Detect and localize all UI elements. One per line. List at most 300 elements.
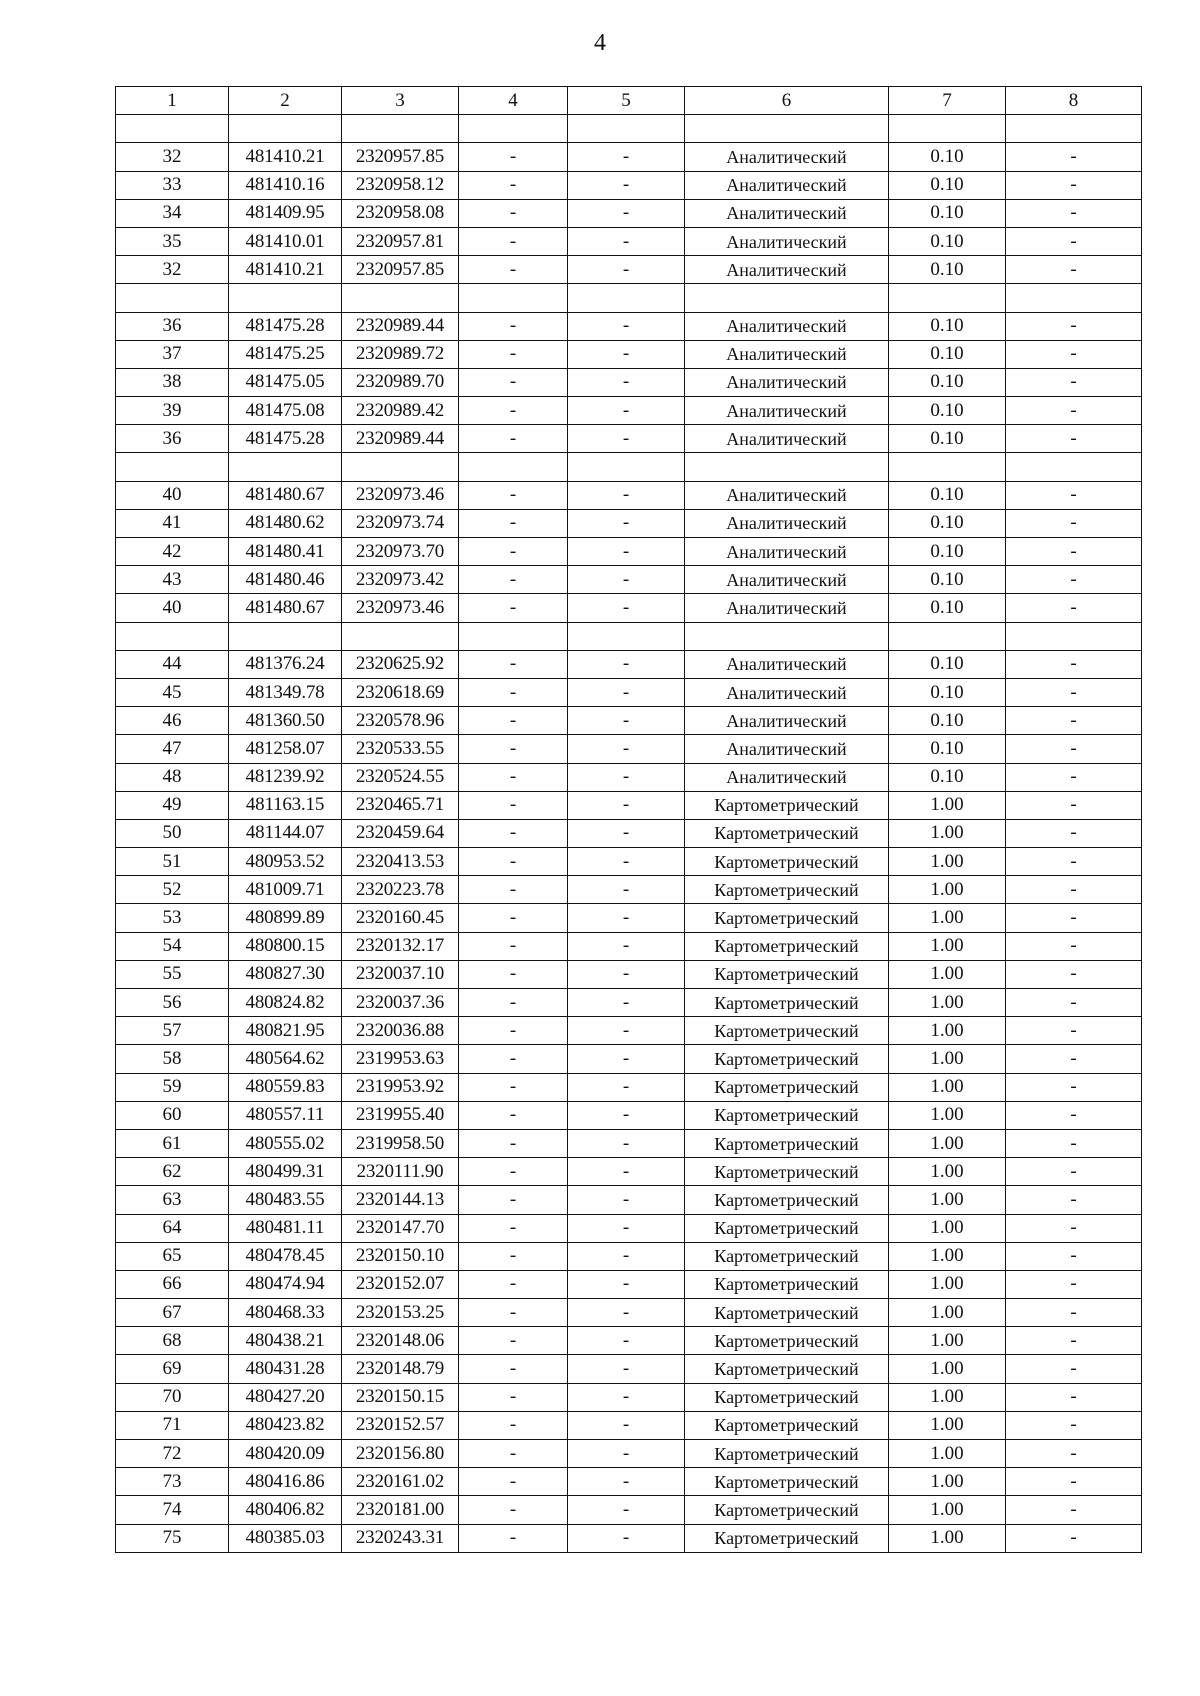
header-cell: 4 bbox=[459, 87, 568, 115]
col5-cell: - bbox=[568, 1101, 685, 1129]
col8-cell: - bbox=[1006, 566, 1142, 594]
x-coordinate-cell: 480824.82 bbox=[229, 989, 342, 1017]
accuracy-cell: 1.00 bbox=[889, 1186, 1006, 1214]
y-coordinate-cell: 2320989.72 bbox=[342, 340, 459, 368]
table-row bbox=[116, 1214, 1142, 1242]
method-cell: Аналитический bbox=[685, 368, 889, 396]
accuracy-cell: 1.00 bbox=[889, 904, 1006, 932]
col5-cell: - bbox=[568, 1242, 685, 1270]
method-cell: Картометрический bbox=[685, 1045, 889, 1073]
col5-cell: - bbox=[568, 678, 685, 706]
accuracy-cell: 0.10 bbox=[889, 171, 1006, 199]
col4-cell: - bbox=[459, 1468, 568, 1496]
x-coordinate-cell: 480423.82 bbox=[229, 1411, 342, 1439]
col8-cell: - bbox=[1006, 791, 1142, 819]
col8-cell: - bbox=[1006, 481, 1142, 509]
method-cell: Картометрический bbox=[685, 1299, 889, 1327]
x-coordinate-cell: 480416.86 bbox=[229, 1468, 342, 1496]
table-row bbox=[116, 1186, 1142, 1214]
header-row bbox=[116, 87, 1142, 115]
y-coordinate-cell: 2320132.17 bbox=[342, 932, 459, 960]
col4-cell: - bbox=[459, 1129, 568, 1157]
method-cell: Картометрический bbox=[685, 960, 889, 988]
col5-cell: - bbox=[568, 763, 685, 791]
point-number-cell: 74 bbox=[116, 1496, 229, 1524]
accuracy-cell: 1.00 bbox=[889, 1270, 1006, 1298]
table-row bbox=[116, 1101, 1142, 1129]
point-number-cell: 73 bbox=[116, 1468, 229, 1496]
table-row bbox=[116, 312, 1142, 340]
point-number-cell: 57 bbox=[116, 1017, 229, 1045]
col8-cell: - bbox=[1006, 594, 1142, 622]
y-coordinate-cell: 2320111.90 bbox=[342, 1158, 459, 1186]
col4-cell: - bbox=[459, 425, 568, 453]
accuracy-cell: 1.00 bbox=[889, 1327, 1006, 1355]
x-coordinate-cell: 481475.05 bbox=[229, 368, 342, 396]
accuracy-cell: 1.00 bbox=[889, 960, 1006, 988]
x-coordinate-cell: 481480.67 bbox=[229, 594, 342, 622]
col5-cell: - bbox=[568, 989, 685, 1017]
point-number-cell: 41 bbox=[116, 509, 229, 537]
y-coordinate-cell: 2320958.08 bbox=[342, 199, 459, 227]
table-row bbox=[116, 650, 1142, 678]
method-cell: Аналитический bbox=[685, 312, 889, 340]
col4-cell: - bbox=[459, 707, 568, 735]
col8-cell: - bbox=[1006, 876, 1142, 904]
x-coordinate-cell: 480800.15 bbox=[229, 932, 342, 960]
point-number-cell: 43 bbox=[116, 566, 229, 594]
method-cell: Картометрический bbox=[685, 1383, 889, 1411]
col5-cell: - bbox=[568, 735, 685, 763]
accuracy-cell: 1.00 bbox=[889, 932, 1006, 960]
col8-cell: - bbox=[1006, 1017, 1142, 1045]
col4-cell: - bbox=[459, 1524, 568, 1552]
point-number-cell: 75 bbox=[116, 1524, 229, 1552]
method-cell: Аналитический bbox=[685, 256, 889, 284]
point-number-cell: 39 bbox=[116, 397, 229, 425]
point-number-cell: 65 bbox=[116, 1242, 229, 1270]
col8-cell: - bbox=[1006, 1214, 1142, 1242]
method-cell: Аналитический bbox=[685, 707, 889, 735]
x-coordinate-cell: 481475.28 bbox=[229, 425, 342, 453]
point-number-cell: 60 bbox=[116, 1101, 229, 1129]
method-cell: Картометрический bbox=[685, 1129, 889, 1157]
col5-cell: - bbox=[568, 171, 685, 199]
method-cell: Аналитический bbox=[685, 735, 889, 763]
col8-cell: - bbox=[1006, 1073, 1142, 1101]
header-cell: 8 bbox=[1006, 87, 1142, 115]
x-coordinate-cell: 481163.15 bbox=[229, 791, 342, 819]
y-coordinate-cell: 2320989.70 bbox=[342, 368, 459, 396]
col4-cell: - bbox=[459, 1186, 568, 1214]
x-coordinate-cell bbox=[229, 453, 342, 481]
table-row bbox=[116, 622, 1142, 650]
col4-cell: - bbox=[459, 650, 568, 678]
col4-cell: - bbox=[459, 397, 568, 425]
method-cell bbox=[685, 284, 889, 312]
y-coordinate-cell: 2320036.88 bbox=[342, 1017, 459, 1045]
method-cell: Аналитический bbox=[685, 481, 889, 509]
x-coordinate-cell: 481410.21 bbox=[229, 143, 342, 171]
col4-cell: - bbox=[459, 904, 568, 932]
col4-cell: - bbox=[459, 876, 568, 904]
point-number-cell: 59 bbox=[116, 1073, 229, 1101]
col8-cell: - bbox=[1006, 1327, 1142, 1355]
col4-cell: - bbox=[459, 1158, 568, 1186]
col4-cell: - bbox=[459, 312, 568, 340]
table-row bbox=[116, 425, 1142, 453]
x-coordinate-cell: 481480.67 bbox=[229, 481, 342, 509]
col4-cell: - bbox=[459, 1496, 568, 1524]
col4-cell: - bbox=[459, 227, 568, 255]
point-number-cell bbox=[116, 453, 229, 481]
col4-cell bbox=[459, 453, 568, 481]
x-coordinate-cell: 481258.07 bbox=[229, 735, 342, 763]
table-row bbox=[116, 904, 1142, 932]
coordinates-table bbox=[115, 86, 1142, 1553]
point-number-cell: 45 bbox=[116, 678, 229, 706]
y-coordinate-cell: 2320181.00 bbox=[342, 1496, 459, 1524]
point-number-cell: 48 bbox=[116, 763, 229, 791]
col4-cell: - bbox=[459, 594, 568, 622]
point-number-cell: 56 bbox=[116, 989, 229, 1017]
y-coordinate-cell bbox=[342, 115, 459, 143]
y-coordinate-cell: 2320148.79 bbox=[342, 1355, 459, 1383]
col4-cell: - bbox=[459, 1073, 568, 1101]
accuracy-cell: 0.10 bbox=[889, 566, 1006, 594]
col8-cell: - bbox=[1006, 340, 1142, 368]
method-cell: Аналитический bbox=[685, 425, 889, 453]
col4-cell: - bbox=[459, 763, 568, 791]
col8-cell: - bbox=[1006, 650, 1142, 678]
method-cell: Картометрический bbox=[685, 1327, 889, 1355]
y-coordinate-cell: 2320973.74 bbox=[342, 509, 459, 537]
y-coordinate-cell: 2320465.71 bbox=[342, 791, 459, 819]
col8-cell bbox=[1006, 453, 1142, 481]
col8-cell: - bbox=[1006, 904, 1142, 932]
accuracy-cell: 0.10 bbox=[889, 763, 1006, 791]
y-coordinate-cell bbox=[342, 453, 459, 481]
method-cell: Картометрический bbox=[685, 1214, 889, 1242]
table-row bbox=[116, 932, 1142, 960]
accuracy-cell: 0.10 bbox=[889, 397, 1006, 425]
x-coordinate-cell: 481410.01 bbox=[229, 227, 342, 255]
y-coordinate-cell: 2320037.36 bbox=[342, 989, 459, 1017]
col4-cell: - bbox=[459, 1383, 568, 1411]
col8-cell: - bbox=[1006, 1186, 1142, 1214]
method-cell: Картометрический bbox=[685, 1017, 889, 1045]
y-coordinate-cell: 2320973.70 bbox=[342, 538, 459, 566]
point-number-cell: 32 bbox=[116, 256, 229, 284]
col5-cell: - bbox=[568, 650, 685, 678]
col5-cell: - bbox=[568, 594, 685, 622]
method-cell: Картометрический bbox=[685, 1186, 889, 1214]
table-row bbox=[116, 143, 1142, 171]
point-number-cell: 55 bbox=[116, 960, 229, 988]
point-number-cell: 53 bbox=[116, 904, 229, 932]
accuracy-cell: 0.10 bbox=[889, 425, 1006, 453]
col5-cell: - bbox=[568, 143, 685, 171]
method-cell: Картометрический bbox=[685, 1524, 889, 1552]
col4-cell: - bbox=[459, 678, 568, 706]
col8-cell: - bbox=[1006, 848, 1142, 876]
accuracy-cell: 0.10 bbox=[889, 678, 1006, 706]
header-cell: 1 bbox=[116, 87, 229, 115]
col5-cell: - bbox=[568, 1327, 685, 1355]
col8-cell: - bbox=[1006, 932, 1142, 960]
x-coordinate-cell: 480427.20 bbox=[229, 1383, 342, 1411]
col4-cell: - bbox=[459, 791, 568, 819]
point-number-cell: 32 bbox=[116, 143, 229, 171]
col5-cell: - bbox=[568, 1129, 685, 1157]
y-coordinate-cell bbox=[342, 622, 459, 650]
col8-cell: - bbox=[1006, 1440, 1142, 1468]
x-coordinate-cell: 481475.28 bbox=[229, 312, 342, 340]
x-coordinate-cell: 480555.02 bbox=[229, 1129, 342, 1157]
col8-cell: - bbox=[1006, 1383, 1142, 1411]
col5-cell: - bbox=[568, 1355, 685, 1383]
method-cell: Картометрический bbox=[685, 819, 889, 847]
method-cell: Картометрический bbox=[685, 791, 889, 819]
col8-cell: - bbox=[1006, 368, 1142, 396]
point-number-cell bbox=[116, 284, 229, 312]
table-body bbox=[116, 87, 1142, 1553]
table-row bbox=[116, 227, 1142, 255]
accuracy-cell: 0.10 bbox=[889, 509, 1006, 537]
col4-cell: - bbox=[459, 735, 568, 763]
accuracy-cell: 1.00 bbox=[889, 1355, 1006, 1383]
x-coordinate-cell bbox=[229, 115, 342, 143]
accuracy-cell: 0.10 bbox=[889, 481, 1006, 509]
col8-cell: - bbox=[1006, 312, 1142, 340]
col4-cell: - bbox=[459, 960, 568, 988]
col5-cell: - bbox=[568, 960, 685, 988]
point-number-cell: 35 bbox=[116, 227, 229, 255]
col4-cell: - bbox=[459, 848, 568, 876]
method-cell: Картометрический bbox=[685, 876, 889, 904]
accuracy-cell: 0.10 bbox=[889, 312, 1006, 340]
col4-cell: - bbox=[459, 1327, 568, 1355]
x-coordinate-cell: 481480.41 bbox=[229, 538, 342, 566]
y-coordinate-cell: 2320958.12 bbox=[342, 171, 459, 199]
col5-cell: - bbox=[568, 227, 685, 255]
col4-cell: - bbox=[459, 1355, 568, 1383]
col8-cell: - bbox=[1006, 1299, 1142, 1327]
point-number-cell: 40 bbox=[116, 481, 229, 509]
x-coordinate-cell: 480827.30 bbox=[229, 960, 342, 988]
table-row bbox=[116, 1468, 1142, 1496]
table-row bbox=[116, 678, 1142, 706]
table-row bbox=[116, 1242, 1142, 1270]
col8-cell: - bbox=[1006, 538, 1142, 566]
col5-cell: - bbox=[568, 312, 685, 340]
table-row bbox=[116, 115, 1142, 143]
col8-cell: - bbox=[1006, 199, 1142, 227]
table-row bbox=[116, 256, 1142, 284]
col8-cell: - bbox=[1006, 763, 1142, 791]
table-row bbox=[116, 960, 1142, 988]
col5-cell: - bbox=[568, 848, 685, 876]
method-cell: Картометрический bbox=[685, 1468, 889, 1496]
table-row bbox=[116, 1496, 1142, 1524]
y-coordinate-cell: 2320957.81 bbox=[342, 227, 459, 255]
x-coordinate-cell: 481144.07 bbox=[229, 819, 342, 847]
accuracy-cell: 1.00 bbox=[889, 1383, 1006, 1411]
col4-cell: - bbox=[459, 1214, 568, 1242]
method-cell: Аналитический bbox=[685, 171, 889, 199]
col5-cell: - bbox=[568, 1270, 685, 1298]
accuracy-cell: 1.00 bbox=[889, 1242, 1006, 1270]
col4-cell: - bbox=[459, 171, 568, 199]
y-coordinate-cell: 2320413.53 bbox=[342, 848, 459, 876]
point-number-cell: 62 bbox=[116, 1158, 229, 1186]
col8-cell: - bbox=[1006, 819, 1142, 847]
x-coordinate-cell: 481360.50 bbox=[229, 707, 342, 735]
accuracy-cell: 1.00 bbox=[889, 1101, 1006, 1129]
col4-cell: - bbox=[459, 143, 568, 171]
point-number-cell: 51 bbox=[116, 848, 229, 876]
x-coordinate-cell: 480406.82 bbox=[229, 1496, 342, 1524]
y-coordinate-cell: 2320160.45 bbox=[342, 904, 459, 932]
method-cell: Аналитический bbox=[685, 678, 889, 706]
col8-cell bbox=[1006, 115, 1142, 143]
table-row bbox=[116, 1440, 1142, 1468]
y-coordinate-cell: 2320618.69 bbox=[342, 678, 459, 706]
col8-cell: - bbox=[1006, 227, 1142, 255]
col4-cell bbox=[459, 284, 568, 312]
y-coordinate-cell: 2320989.42 bbox=[342, 397, 459, 425]
point-number-cell: 58 bbox=[116, 1045, 229, 1073]
col5-cell: - bbox=[568, 199, 685, 227]
table-row bbox=[116, 1383, 1142, 1411]
table-row bbox=[116, 819, 1142, 847]
y-coordinate-cell: 2320223.78 bbox=[342, 876, 459, 904]
col8-cell: - bbox=[1006, 1101, 1142, 1129]
table-row bbox=[116, 594, 1142, 622]
x-coordinate-cell: 481376.24 bbox=[229, 650, 342, 678]
point-number-cell: 66 bbox=[116, 1270, 229, 1298]
col8-cell: - bbox=[1006, 678, 1142, 706]
method-cell: Аналитический bbox=[685, 227, 889, 255]
col5-cell: - bbox=[568, 1017, 685, 1045]
method-cell: Картометрический bbox=[685, 989, 889, 1017]
x-coordinate-cell: 481480.46 bbox=[229, 566, 342, 594]
col5-cell: - bbox=[568, 1158, 685, 1186]
accuracy-cell: 1.00 bbox=[889, 819, 1006, 847]
y-coordinate-cell: 2320148.06 bbox=[342, 1327, 459, 1355]
x-coordinate-cell: 480481.11 bbox=[229, 1214, 342, 1242]
col8-cell: - bbox=[1006, 256, 1142, 284]
table-row bbox=[116, 707, 1142, 735]
col8-cell: - bbox=[1006, 960, 1142, 988]
col4-cell: - bbox=[459, 1270, 568, 1298]
col5-cell: - bbox=[568, 509, 685, 537]
point-number-cell: 61 bbox=[116, 1129, 229, 1157]
accuracy-cell: 1.00 bbox=[889, 1524, 1006, 1552]
accuracy-cell bbox=[889, 115, 1006, 143]
col5-cell: - bbox=[568, 425, 685, 453]
accuracy-cell bbox=[889, 453, 1006, 481]
accuracy-cell: 1.00 bbox=[889, 1468, 1006, 1496]
method-cell: Картометрический bbox=[685, 1101, 889, 1129]
y-coordinate-cell: 2320152.57 bbox=[342, 1411, 459, 1439]
y-coordinate-cell: 2320459.64 bbox=[342, 819, 459, 847]
y-coordinate-cell: 2320578.96 bbox=[342, 707, 459, 735]
table-row bbox=[116, 1355, 1142, 1383]
accuracy-cell: 0.10 bbox=[889, 650, 1006, 678]
col5-cell: - bbox=[568, 368, 685, 396]
y-coordinate-cell: 2320533.55 bbox=[342, 735, 459, 763]
col8-cell: - bbox=[1006, 1524, 1142, 1552]
x-coordinate-cell: 481475.25 bbox=[229, 340, 342, 368]
x-coordinate-cell: 480953.52 bbox=[229, 848, 342, 876]
accuracy-cell: 0.10 bbox=[889, 368, 1006, 396]
accuracy-cell: 0.10 bbox=[889, 199, 1006, 227]
x-coordinate-cell: 480899.89 bbox=[229, 904, 342, 932]
col8-cell: - bbox=[1006, 1045, 1142, 1073]
point-number-cell: 40 bbox=[116, 594, 229, 622]
point-number-cell bbox=[116, 622, 229, 650]
col5-cell: - bbox=[568, 1299, 685, 1327]
col5-cell: - bbox=[568, 1383, 685, 1411]
method-cell: Аналитический bbox=[685, 397, 889, 425]
accuracy-cell bbox=[889, 622, 1006, 650]
method-cell: Картометрический bbox=[685, 1496, 889, 1524]
col5-cell: - bbox=[568, 1214, 685, 1242]
y-coordinate-cell: 2320147.70 bbox=[342, 1214, 459, 1242]
col4-cell: - bbox=[459, 989, 568, 1017]
accuracy-cell: 1.00 bbox=[889, 1496, 1006, 1524]
table-row bbox=[116, 1299, 1142, 1327]
col5-cell: - bbox=[568, 1411, 685, 1439]
table-row bbox=[116, 763, 1142, 791]
method-cell: Аналитический bbox=[685, 509, 889, 537]
method-cell: Картометрический bbox=[685, 1073, 889, 1101]
page-number: 4 bbox=[594, 30, 606, 56]
accuracy-cell bbox=[889, 284, 1006, 312]
point-number-cell bbox=[116, 115, 229, 143]
accuracy-cell: 1.00 bbox=[889, 1411, 1006, 1439]
col8-cell: - bbox=[1006, 989, 1142, 1017]
method-cell bbox=[685, 115, 889, 143]
accuracy-cell: 0.10 bbox=[889, 538, 1006, 566]
point-number-cell: 36 bbox=[116, 425, 229, 453]
table-row bbox=[116, 791, 1142, 819]
method-cell: Аналитический bbox=[685, 538, 889, 566]
header-cell: 7 bbox=[889, 87, 1006, 115]
col4-cell: - bbox=[459, 1017, 568, 1045]
col8-cell: - bbox=[1006, 143, 1142, 171]
method-cell: Аналитический bbox=[685, 199, 889, 227]
point-number-cell: 47 bbox=[116, 735, 229, 763]
accuracy-cell: 1.00 bbox=[889, 1214, 1006, 1242]
x-coordinate-cell: 480557.11 bbox=[229, 1101, 342, 1129]
point-number-cell: 50 bbox=[116, 819, 229, 847]
y-coordinate-cell: 2320973.46 bbox=[342, 594, 459, 622]
col8-cell: - bbox=[1006, 171, 1142, 199]
x-coordinate-cell: 480474.94 bbox=[229, 1270, 342, 1298]
method-cell: Картометрический bbox=[685, 904, 889, 932]
accuracy-cell: 1.00 bbox=[889, 1017, 1006, 1045]
col8-cell: - bbox=[1006, 735, 1142, 763]
table-row bbox=[116, 1017, 1142, 1045]
y-coordinate-cell: 2320243.31 bbox=[342, 1524, 459, 1552]
col5-cell: - bbox=[568, 707, 685, 735]
table-row bbox=[116, 481, 1142, 509]
accuracy-cell: 0.10 bbox=[889, 594, 1006, 622]
col4-cell: - bbox=[459, 819, 568, 847]
x-coordinate-cell: 481239.92 bbox=[229, 763, 342, 791]
